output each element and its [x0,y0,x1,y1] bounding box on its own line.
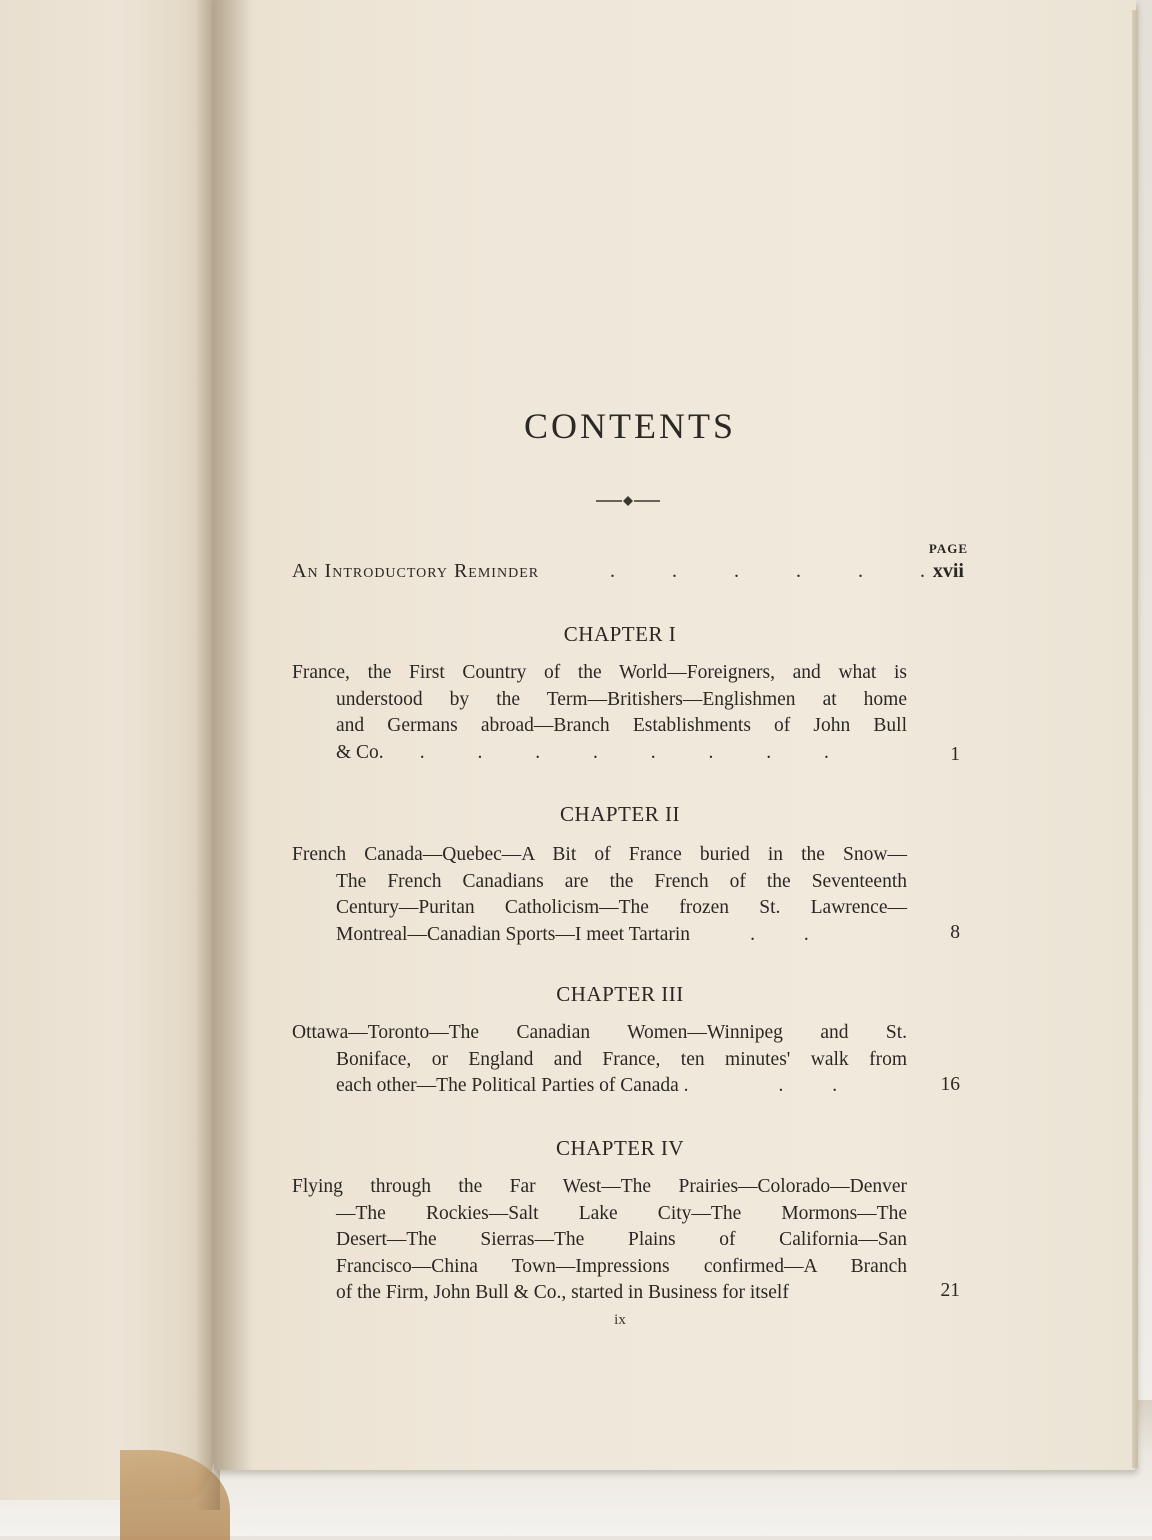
ornament-divider-icon [596,494,660,508]
entry-line: Flying through the Far West—The Prairies—Colorado—Denver [292,1176,907,1197]
entry-line: Boniface, or England and France, ten minutes' walk from [336,1048,907,1070]
gutter-shadow [214,0,254,1470]
entry-line: Francisco—China Town—Impressions confirmed—A Branch [336,1255,907,1277]
chapter-entry [292,1020,907,1100]
intro-title: An Introductory Reminder [292,560,540,582]
entry-line: The French Canadians are the French of the Seventeenth [336,870,907,892]
entry-line-text: each other—The Political Parties of Canada . [336,1075,689,1096]
entry-line [292,740,907,767]
entry-line: France, the First Country of the World—Foreigners, and what is [292,662,907,683]
entry-line: Ottawa—Toronto—The Canadian Women—Winnipeg and St. [292,1022,907,1043]
entry-line: of the Firm, John Bull & Co., started in Business for itself [336,1282,789,1303]
entry-leader: . . [750,923,809,945]
left-page [0,0,216,1500]
chapter-heading: CHAPTER IV [555,1136,685,1160]
chapter-heading: CHAPTER II [560,802,680,826]
entry-leader: . . . . . . . . [419,741,829,763]
entry-line: —The Rockies—Salt Lake City—The Mormons—The [336,1202,907,1224]
chapter-entry [292,1174,907,1307]
page-column-label: PAGE [928,541,968,556]
chapter-page-number: 1 [950,744,960,765]
chapter-page-number: 8 [950,922,960,943]
entry-line: Desert—The Sierras—The Plains of California—San [336,1229,907,1250]
entry-line [292,922,907,949]
intro-page-number: xvii [932,560,964,582]
chapter-heading: CHAPTER III [556,982,684,1006]
entry-line: Century—Puritan Catholicism—The frozen St. Lawrence— [336,897,907,918]
entry-line: understood by the Term—Britishers—Englishmen at home [336,688,907,710]
entry-line [292,1073,907,1100]
entry-line-text: & Co. [336,741,384,763]
contents-heading: CONTENTS [524,406,736,446]
chapter-heading: CHAPTER I [563,622,677,646]
chapter-entry [292,842,907,948]
intro-leader: . . . . . . [610,560,925,582]
entry-leader: . . [778,1075,838,1096]
chapter-entry [292,660,907,766]
entry-line: French Canada—Quebec—A Bit of France buried in the Snow— [292,844,907,865]
intro-entry [292,560,964,590]
page-folio: ix [614,1312,626,1328]
entry-line-text: Montreal—Canadian Sports—I meet Tartarin [336,923,691,945]
chapter-page-number: 21 [940,1280,960,1301]
chapter-page-number: 16 [940,1074,960,1095]
right-page-edge [1132,10,1138,1468]
entry-line: and Germans abroad—Branch Establishments of John Bull [336,715,907,736]
